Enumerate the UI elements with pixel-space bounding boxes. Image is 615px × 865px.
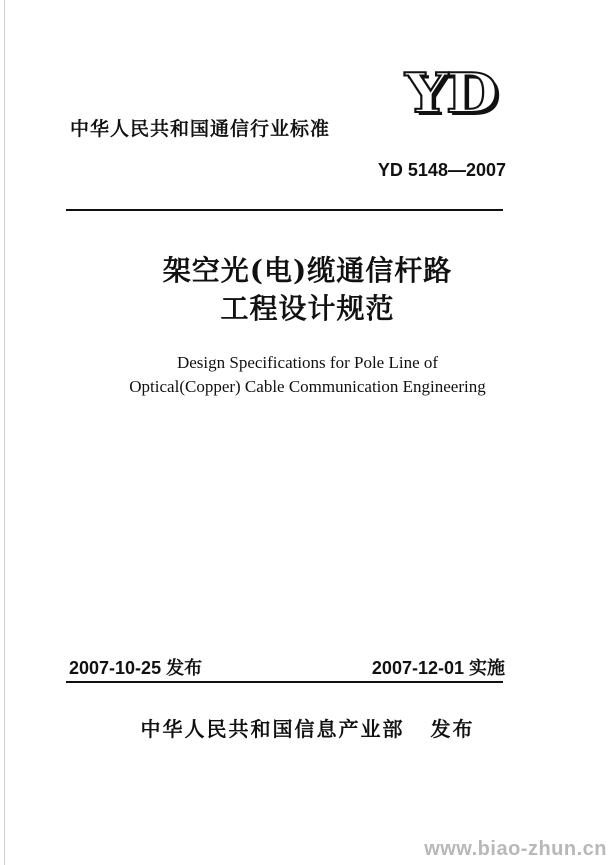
issue-date: 2007-10-25 发布 [69,658,203,678]
title-en-line2: Optical(Copper) Cable Communication Engineering [129,377,486,396]
publisher-org: 中华人民共和国信息产业部 [140,717,405,741]
standard-code: YD 5148—2007 [377,160,506,180]
standard-category-label: 中华人民共和国通信行业标准 [70,118,331,140]
title-cn-line2: 工程设计规范 [220,292,395,325]
yd-logo: YD [405,61,497,125]
site-watermark: www.biao-zhun.cn [424,838,607,860]
publisher-action: 发布 [430,717,475,741]
title-en-line1: Design Specifications for Pole Line of [176,353,439,372]
implement-date: 2007-12-01 实施 [371,658,505,678]
top-divider [66,209,503,211]
publisher-line [0,713,615,742]
title-cn-line1: 架空光(电)缆通信杆路 [162,254,453,287]
bottom-divider [66,681,503,683]
